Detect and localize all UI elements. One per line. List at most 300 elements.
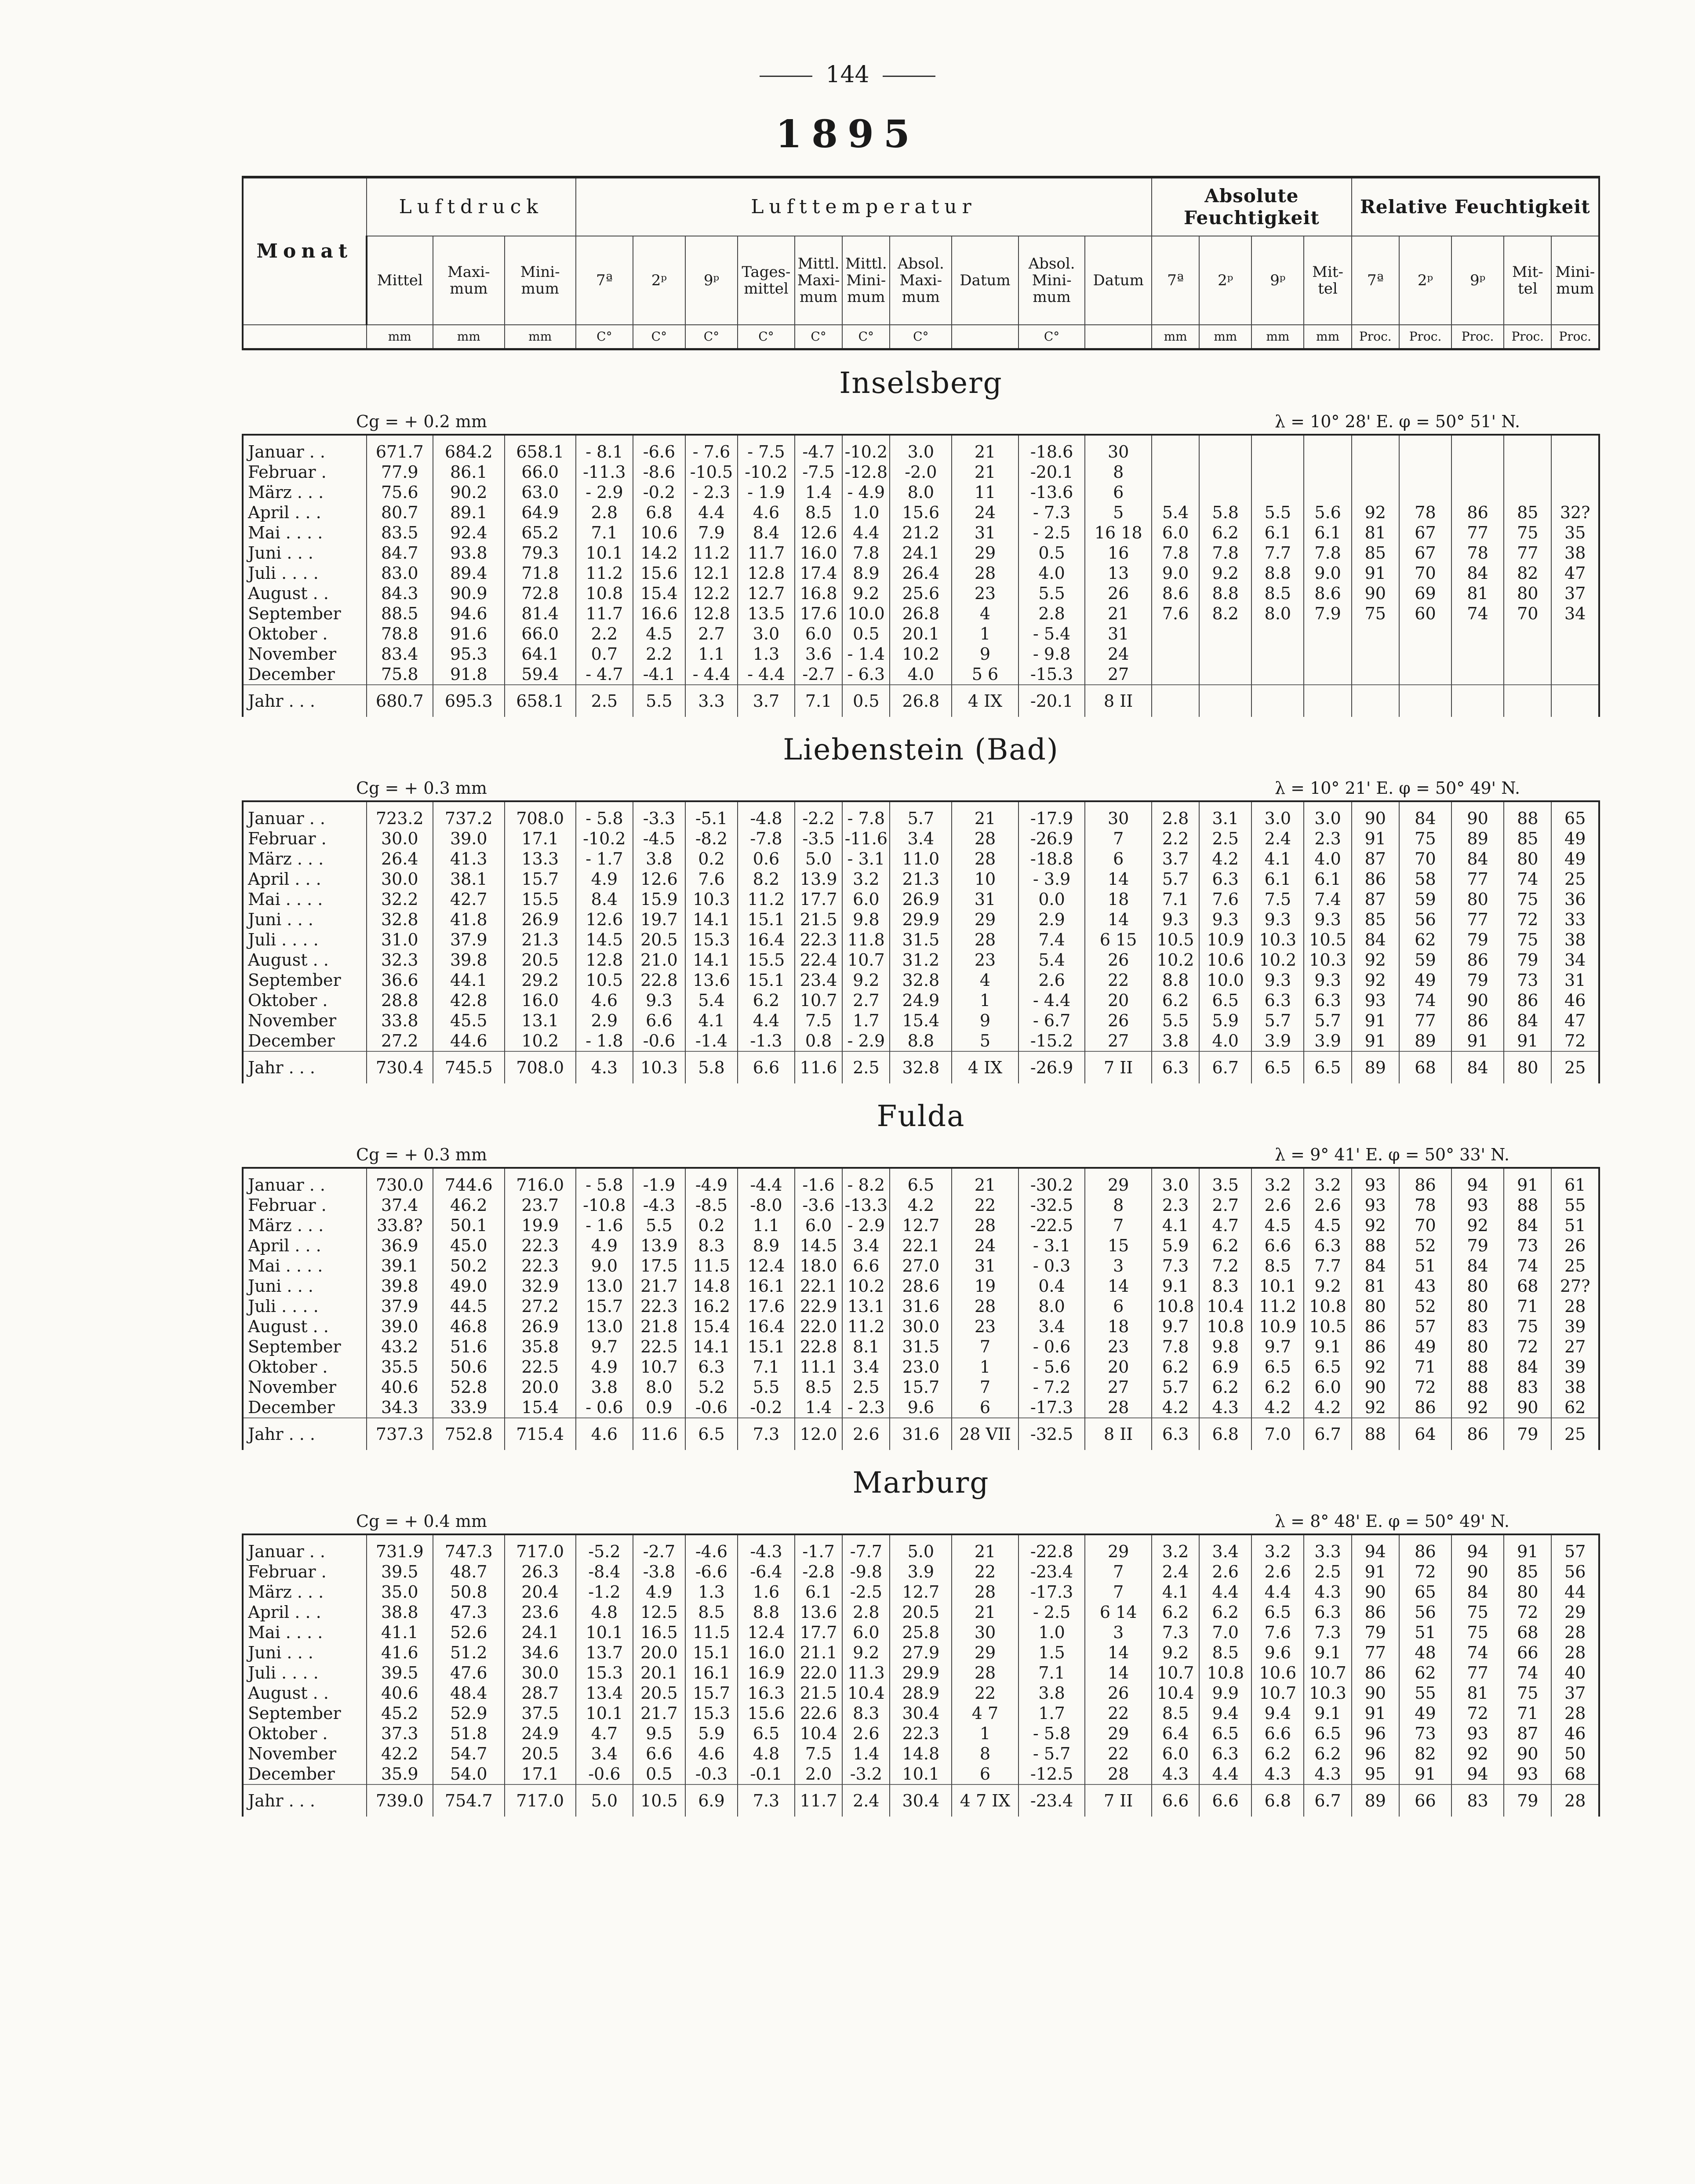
table-cell: 4 IX: [952, 685, 1018, 717]
table-cell: 9.8: [1199, 1337, 1251, 1357]
table-cell: - 5.7: [1018, 1744, 1085, 1764]
table-cell: 0.5: [1018, 543, 1085, 563]
table-cell: 91.8: [433, 664, 504, 685]
table-cell: 2.4: [842, 1784, 890, 1817]
table-cell: 6.5: [1304, 1357, 1351, 1377]
table-cell: 85: [1504, 1562, 1551, 1582]
table-cell: 3.9: [890, 1562, 952, 1582]
table-cell: [1451, 664, 1504, 685]
table-cell: 72: [1504, 909, 1551, 930]
table-cell: 49: [1551, 849, 1599, 869]
table-cell: 10.5: [1152, 930, 1199, 950]
table-cell: [1251, 664, 1304, 685]
table-cell: 50.1: [433, 1215, 504, 1236]
table-cell: 51: [1399, 1622, 1451, 1643]
column-header: Tages-mittel: [738, 236, 795, 325]
table-cell: 13.1: [842, 1296, 890, 1316]
table-cell: 62: [1551, 1397, 1599, 1418]
table-cell: 12.1: [685, 563, 738, 583]
month-label: Februar .: [243, 1562, 367, 1582]
table-cell: 22.3: [505, 1236, 576, 1256]
table-cell: 9.3: [1304, 909, 1351, 930]
table-cell: 34: [1551, 950, 1599, 970]
table-cell: -6.6: [685, 1562, 738, 1582]
table-cell: -23.4: [1018, 1784, 1085, 1817]
table-cell: 15.3: [576, 1663, 633, 1683]
table-cell: 39.8: [433, 950, 504, 970]
table-cell: - 0.3: [1018, 1256, 1085, 1276]
table-cell: 4.3: [1304, 1764, 1351, 1784]
table-cell: 7.3: [1152, 1256, 1199, 1276]
table-cell: 4 7 IX: [952, 1784, 1018, 1817]
unit-cell: [952, 325, 1018, 349]
table-cell: 695.3: [433, 685, 504, 717]
table-cell: 1.6: [738, 1582, 795, 1602]
table-cell: 22.1: [890, 1236, 952, 1256]
table-cell: 25: [1551, 1418, 1599, 1450]
table-cell: 6.3: [1152, 1418, 1199, 1450]
table-cell: 89: [1399, 1031, 1451, 1051]
table-cell: 28: [952, 930, 1018, 950]
table-cell: 14.1: [685, 909, 738, 930]
table-cell: 16.4: [738, 930, 795, 950]
table-cell: 14.1: [685, 1337, 738, 1357]
table-cell: 717.0: [505, 1534, 576, 1562]
station-coordinates: λ = 9° 41' E. φ = 50° 33' N.: [1275, 1145, 1509, 1164]
table-cell: 70: [1399, 563, 1451, 583]
table-cell: 708.0: [505, 1051, 576, 1083]
table-cell: 5.0: [890, 1534, 952, 1562]
table-cell: 4.0: [1199, 1031, 1251, 1051]
table-cell: 7: [1085, 1215, 1152, 1236]
table-cell: 4.7: [1199, 1215, 1251, 1236]
table-cell: - 5.8: [576, 801, 633, 829]
table-cell: 87: [1352, 849, 1399, 869]
table-cell: 71: [1399, 1357, 1451, 1377]
unit-cell: mm: [367, 325, 433, 349]
table-cell: 72: [1451, 1703, 1504, 1723]
table-cell: 16.0: [738, 1643, 795, 1663]
table-cell: 2.6: [1199, 1562, 1251, 1582]
table-cell: -0.6: [685, 1397, 738, 1418]
table-cell: 6.7: [1199, 1051, 1251, 1083]
table-cell: 4.5: [633, 624, 685, 644]
table-cell: 4.0: [1304, 849, 1351, 869]
table-cell: 15.4: [685, 1316, 738, 1337]
table-cell: 7.1: [795, 685, 842, 717]
table-cell: 49: [1551, 829, 1599, 849]
table-cell: 7.6: [685, 869, 738, 889]
table-cell: 11.2: [576, 563, 633, 583]
table-cell: [1504, 644, 1551, 664]
table-cell: [1199, 624, 1251, 644]
table-cell: - 7.8: [842, 801, 890, 829]
table-cell: 12.6: [633, 869, 685, 889]
table-cell: 8.8: [1251, 563, 1304, 583]
table-cell: 11.7: [576, 603, 633, 624]
table-cell: 14.2: [633, 543, 685, 563]
table-cell: 25: [1551, 1256, 1599, 1276]
table-cell: [1199, 435, 1251, 462]
table-cell: [1451, 624, 1504, 644]
page-number: 144: [0, 62, 1695, 88]
table-cell: 3.4: [576, 1744, 633, 1764]
table-cell: -32.5: [1018, 1418, 1085, 1450]
table-cell: 25.6: [890, 583, 952, 603]
table-cell: 26: [1085, 950, 1152, 970]
table-cell: 77: [1451, 909, 1504, 930]
table-cell: 3.6: [795, 644, 842, 664]
table-cell: 7.1: [738, 1357, 795, 1377]
table-cell: 6.5: [1251, 1051, 1304, 1083]
table-cell: 92: [1352, 1397, 1399, 1418]
month-label: April . . .: [243, 869, 367, 889]
table-cell: 7: [1085, 1582, 1152, 1602]
table-cell: 16.2: [685, 1296, 738, 1316]
table-cell: 74: [1451, 603, 1504, 624]
table-cell: 11.2: [738, 889, 795, 909]
table-cell: 91.6: [433, 624, 504, 644]
table-cell: 37.9: [433, 930, 504, 950]
table-cell: 31.5: [890, 930, 952, 950]
month-label: December: [243, 664, 367, 685]
table-cell: 26: [1085, 583, 1152, 603]
table-cell: 86: [1504, 990, 1551, 1010]
table-cell: 81.4: [505, 603, 576, 624]
table-cell: -2.0: [890, 462, 952, 482]
table-cell: 5.5: [1152, 1010, 1199, 1031]
table-cell: 80: [1451, 1296, 1504, 1316]
table-cell: [1251, 644, 1304, 664]
table-cell: 4.3: [1304, 1582, 1351, 1602]
table-cell: 708.0: [505, 801, 576, 829]
table-cell: 4.1: [1251, 849, 1304, 869]
table-cell: 92.4: [433, 523, 504, 543]
table-cell: 73: [1504, 1236, 1551, 1256]
table-cell: 3.4: [1199, 1534, 1251, 1562]
table-cell: 46: [1551, 1723, 1599, 1744]
table-cell: [1199, 685, 1251, 717]
table-cell: 6.3: [1199, 869, 1251, 889]
table-cell: -23.4: [1018, 1562, 1085, 1582]
table-cell: -7.7: [842, 1534, 890, 1562]
table-cell: 19.9: [505, 1215, 576, 1236]
table-cell: -1.2: [576, 1582, 633, 1602]
table-cell: 92: [1451, 1744, 1504, 1764]
table-cell: - 3.1: [1018, 1236, 1085, 1256]
table-cell: 10.2: [842, 1276, 890, 1296]
table-cell: 12.8: [576, 950, 633, 970]
table-cell: 16.8: [795, 583, 842, 603]
table-cell: [1352, 435, 1399, 462]
table-cell: [1399, 624, 1451, 644]
table-cell: 8 II: [1085, 685, 1152, 717]
table-cell: 737.3: [367, 1418, 433, 1450]
table-cell: 5.7: [1152, 869, 1199, 889]
table-cell: 6.5: [1199, 1723, 1251, 1744]
table-cell: 10.8: [1152, 1296, 1199, 1316]
table-cell: 79: [1504, 1784, 1551, 1817]
unit-cell: C°: [738, 325, 795, 349]
table-row: [243, 435, 1599, 462]
barometer-correction: Cg = + 0.3 mm: [356, 1145, 487, 1164]
table-cell: 739.0: [367, 1784, 433, 1817]
table-cell: - 7.2: [1018, 1377, 1085, 1397]
table-cell: 26: [1085, 1010, 1152, 1031]
table-cell: 20: [1085, 1357, 1152, 1377]
table-cell: 27.9: [890, 1643, 952, 1663]
table-cell: 1.0: [1018, 1622, 1085, 1643]
table-cell: 4: [952, 603, 1018, 624]
table-cell: 11.2: [685, 543, 738, 563]
table-row: [243, 849, 1599, 869]
table-cell: 8.8: [738, 1602, 795, 1622]
table-cell: 2.8: [1152, 801, 1199, 829]
table-cell: 10.2: [1251, 950, 1304, 970]
table-cell: 16.1: [738, 1276, 795, 1296]
table-cell: 17.7: [795, 889, 842, 909]
table-cell: 1.4: [795, 1397, 842, 1418]
table-row: [243, 801, 1599, 829]
table-row: [243, 462, 1599, 482]
table-cell: 3.0: [890, 435, 952, 462]
table-cell: 74: [1399, 990, 1451, 1010]
table-cell: 92: [1451, 1397, 1504, 1418]
table-cell: 20.5: [505, 1744, 576, 1764]
table-cell: 86: [1451, 1010, 1504, 1031]
table-cell: 89.1: [433, 502, 504, 523]
table-cell: 22: [952, 1195, 1018, 1215]
table-cell: -11.3: [576, 462, 633, 482]
table-row: [243, 1744, 1599, 1764]
table-cell: -0.6: [633, 1031, 685, 1051]
month-label: Juni . . .: [243, 1276, 367, 1296]
table-cell: 77: [1504, 543, 1551, 563]
table-cell: [1551, 624, 1599, 644]
table-cell: 91: [1451, 1031, 1504, 1051]
table-cell: 0.6: [738, 849, 795, 869]
table-cell: 8.0: [633, 1377, 685, 1397]
column-header: Datum: [1085, 236, 1152, 325]
table-cell: 26.9: [505, 1316, 576, 1337]
table-cell: 6.5: [1199, 990, 1251, 1010]
table-cell: 24: [952, 502, 1018, 523]
column-header: Absol. Maxi-mum: [890, 236, 952, 325]
table-cell: 24.1: [505, 1622, 576, 1643]
table-cell: 79: [1451, 930, 1504, 950]
table-cell: -1.7: [795, 1534, 842, 1562]
table-cell: 11.7: [795, 1784, 842, 1817]
table-cell: 4.1: [1152, 1215, 1199, 1236]
table-cell: 32.9: [505, 1276, 576, 1296]
table-cell: [1152, 664, 1199, 685]
table-cell: 28: [952, 829, 1018, 849]
table-cell: 5: [1085, 502, 1152, 523]
table-cell: 29.9: [890, 909, 952, 930]
table-cell: 20.4: [505, 1582, 576, 1602]
table-cell: 28.8: [367, 990, 433, 1010]
table-cell: 7.8: [842, 543, 890, 563]
table-cell: 51.2: [433, 1643, 504, 1663]
table-cell: 6.3: [1304, 1236, 1351, 1256]
table-cell: 6.1: [1251, 523, 1304, 543]
table-cell: 26.4: [890, 563, 952, 583]
table-cell: 3.7: [738, 685, 795, 717]
station-coordinates: λ = 8° 48' E. φ = 50° 49' N.: [1275, 1512, 1509, 1531]
table-cell: -0.2: [633, 482, 685, 502]
table-cell: 8.9: [738, 1236, 795, 1256]
table-cell: 94: [1451, 1534, 1504, 1562]
table-cell: 92: [1352, 1215, 1399, 1236]
table-cell: [1152, 685, 1199, 717]
table-cell: 4.5: [1304, 1215, 1351, 1236]
table-cell: -8.2: [685, 829, 738, 849]
table-cell: 3.2: [1251, 1168, 1304, 1195]
table-cell: 16.5: [633, 1622, 685, 1643]
station-meta: [242, 774, 1600, 800]
table-cell: 84: [1451, 849, 1504, 869]
table-cell: [1304, 435, 1351, 462]
table-cell: 59: [1399, 950, 1451, 970]
table-cell: 8.3: [842, 1703, 890, 1723]
table-cell: 20.5: [505, 950, 576, 970]
table-cell: -3.8: [633, 1562, 685, 1582]
table-cell: 73: [1399, 1723, 1451, 1744]
table-cell: 7: [1085, 1562, 1152, 1582]
table-cell: 90.9: [433, 583, 504, 603]
table-cell: 22.1: [795, 1276, 842, 1296]
table-cell: 87: [1504, 1723, 1551, 1744]
table-cell: - 5.8: [1018, 1723, 1085, 1744]
table-cell: 3: [1085, 1622, 1152, 1643]
table-cell: 1.1: [738, 1215, 795, 1236]
table-cell: 27: [1085, 1031, 1152, 1051]
table-cell: 9.2: [1304, 1276, 1351, 1296]
table-cell: -5.2: [576, 1534, 633, 1562]
table-cell: 22.4: [795, 950, 842, 970]
table-cell: 11.1: [795, 1357, 842, 1377]
table-cell: - 4.4: [1018, 990, 1085, 1010]
table-cell: 0.5: [633, 1764, 685, 1784]
table-cell: 6.1: [795, 1582, 842, 1602]
unit-cell: Proc.: [1352, 325, 1399, 349]
table-cell: 29: [952, 1643, 1018, 1663]
table-cell: 51.6: [433, 1337, 504, 1357]
table-cell: 29: [1085, 1534, 1152, 1562]
table-cell: 66: [1399, 1784, 1451, 1817]
table-cell: 80: [1451, 1337, 1504, 1357]
table-cell: 4.9: [576, 869, 633, 889]
table-cell: 38: [1551, 930, 1599, 950]
table-cell: 67: [1399, 523, 1451, 543]
column-header: 7ª: [1352, 236, 1399, 325]
table-cell: 4.6: [576, 1418, 633, 1450]
table-cell: 29: [952, 909, 1018, 930]
table-cell: 28: [952, 1663, 1018, 1683]
table-cell: [1504, 624, 1551, 644]
table-cell: 21.1: [795, 1643, 842, 1663]
table-cell: 0.2: [685, 849, 738, 869]
table-cell: 31: [952, 1256, 1018, 1276]
table-cell: -7.5: [795, 462, 842, 482]
table-cell: [1251, 685, 1304, 717]
table-cell: [1451, 644, 1504, 664]
table-cell: - 4.4: [685, 664, 738, 685]
table-cell: 6.0: [1152, 523, 1199, 543]
table-cell: [1451, 482, 1504, 502]
table-cell: 30.4: [890, 1703, 952, 1723]
table-cell: 17.4: [795, 563, 842, 583]
table-cell: [1352, 644, 1399, 664]
table-cell: 24: [952, 1236, 1018, 1256]
table-cell: 9.6: [890, 1397, 952, 1418]
table-cell: 36.9: [367, 1236, 433, 1256]
table-cell: 89: [1451, 829, 1504, 849]
table-cell: 18: [1085, 889, 1152, 909]
table-cell: 12.4: [738, 1622, 795, 1643]
table-cell: 1.7: [842, 1010, 890, 1031]
table-cell: 7.8: [1152, 543, 1199, 563]
table-cell: 84: [1352, 930, 1399, 950]
table-cell: -22.8: [1018, 1534, 1085, 1562]
column-headers: [243, 236, 1599, 325]
table-row: [243, 1236, 1599, 1256]
table-cell: 86: [1399, 1534, 1451, 1562]
table-cell: 7.5: [795, 1010, 842, 1031]
table-cell: 3.1: [1199, 801, 1251, 829]
month-label: Mai . . . .: [243, 889, 367, 909]
table-cell: 52: [1399, 1296, 1451, 1316]
table-cell: [1551, 462, 1599, 482]
table-cell: 5.7: [1152, 1377, 1199, 1397]
table-cell: 47: [1551, 563, 1599, 583]
table-cell: 8.6: [1152, 583, 1199, 603]
table-cell: 28.9: [890, 1683, 952, 1703]
table-cell: 10.9: [1199, 930, 1251, 950]
table-cell: 86: [1352, 869, 1399, 889]
station-coordinates: λ = 10° 28' E. φ = 50° 51' N.: [1275, 412, 1520, 431]
table-cell: 88: [1504, 801, 1551, 829]
table-cell: 72: [1399, 1562, 1451, 1582]
table-cell: 30.0: [367, 869, 433, 889]
table-cell: 31.2: [890, 950, 952, 970]
table-cell: 84: [1451, 1582, 1504, 1602]
table-cell: 15.7: [576, 1296, 633, 1316]
table-cell: 4.9: [576, 1236, 633, 1256]
table-cell: -22.5: [1018, 1215, 1085, 1236]
table-cell: 31: [1551, 970, 1599, 990]
table-cell: 17.1: [505, 1764, 576, 1784]
table-cell: 13.6: [795, 1602, 842, 1622]
table-cell: 7.2: [1199, 1256, 1251, 1276]
table-cell: 11.5: [685, 1256, 738, 1276]
table-cell: 56: [1399, 1602, 1451, 1622]
table-cell: 95.3: [433, 644, 504, 664]
table-cell: 2.5: [842, 1377, 890, 1397]
table-cell: 48.7: [433, 1562, 504, 1582]
table-cell: 13.9: [633, 1236, 685, 1256]
table-cell: 26.3: [505, 1562, 576, 1582]
table-cell: 11.6: [795, 1051, 842, 1083]
table-cell: 12.7: [890, 1582, 952, 1602]
table-cell: 6: [1085, 849, 1152, 869]
table-cell: 3.2: [1152, 1534, 1199, 1562]
table-cell: 7: [952, 1377, 1018, 1397]
column-header: 2ᵖ: [1399, 236, 1451, 325]
table-cell: 10.1: [1251, 1276, 1304, 1296]
station-name: Inselsberg: [839, 366, 1003, 400]
table-cell: 5.9: [1199, 1010, 1251, 1031]
